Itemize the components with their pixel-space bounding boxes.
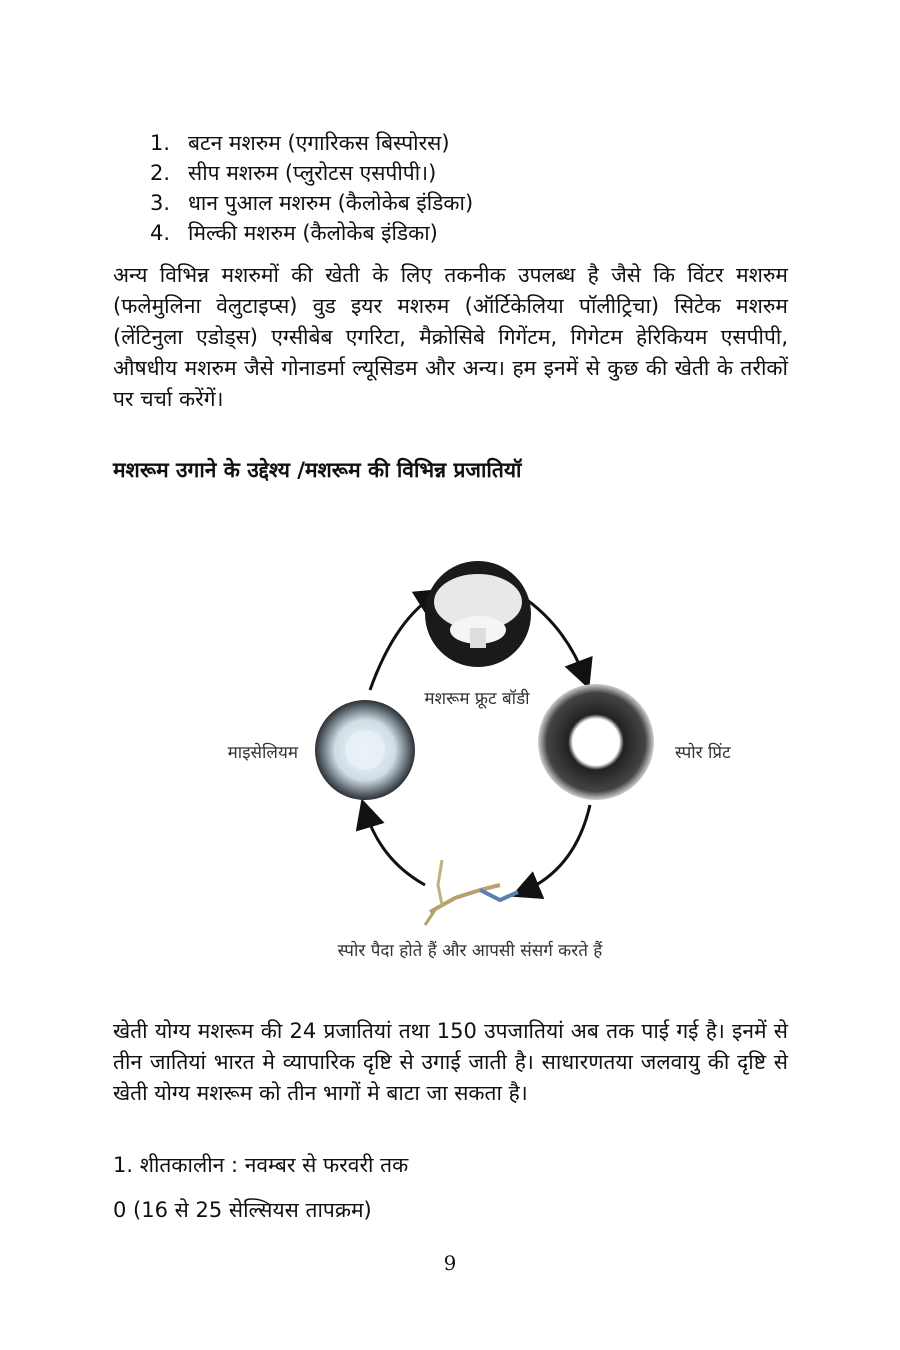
intro-paragraph: अन्य विभिन्न मशरुमों की खेती के लिए तकनीक उपलब्ध है जैसे कि विंटर मशरुम (फलेमुलिना वेलुटाइप्स) वुड इयर मशरुम (ऑर्टिकेलिया पॉलीट्रिचा) सिटेक मशरुम (लेंटिनुला एडोड्स) एग्सीबेब एगरिटा, मैक्रोसिबे गिगेंटम, गिगेटम हेरिकियम एसपीपी, औषधीय मशरुम जैसे गोनाडर्मा ल्यूसिडम और अन्य। हम इनमें से कुछ की खेती के तरीकों पर चर्चा करेंगें। [113, 263, 788, 411]
mushroom-life-cycle-diagram [180, 540, 740, 980]
temperature-line: 0 (16 से 25 सेल्सियस तापक्रम) [113, 1198, 372, 1222]
list-item [150, 188, 473, 218]
list-text: धान पुआल मशरुम (कैलोकेब इंडिका) [188, 191, 474, 215]
list-item [150, 218, 473, 248]
label-spore-print: स्पोर प्रिंट [675, 743, 731, 763]
cycle-arrow [522, 805, 590, 892]
list-number: 1. [150, 131, 171, 155]
page-number: 9 [443, 1251, 457, 1275]
list-item [150, 158, 473, 188]
season-line: 1. शीतकालीन : नवम्बर से फरवरी तक [113, 1153, 409, 1177]
label-fruit-body: मशरूम फ्रूट बॉडी [424, 689, 530, 709]
list-text: मिल्की मशरुम (कैलोकेब इंडिका) [188, 221, 438, 245]
list-number: 2. [150, 161, 171, 185]
spore-print-image [538, 684, 654, 800]
fruit-body-image [425, 561, 531, 667]
body-paragraph: खेती योग्य मशरूम की 24 प्रजातियां तथा 150 उपजातियां अब तक पाई गई है। इनमें से तीन जातियां भारत मे व्यापारिक दृष्टि से उगाई जाती है। साधारणतया जलवायु की दृष्टि से खेती योग्य मशरूम को तीन भागों मे बाटा जा सकता है। [113, 1019, 788, 1105]
label-spores: स्पोर पैदा होते हैं और आपसी संसर्ग करते हैं [337, 941, 603, 961]
mycelium-image [315, 700, 415, 800]
cycle-arrow [365, 810, 425, 885]
label-mycelium: माइसेलियम [227, 743, 298, 763]
list-text: सीप मशरुम (प्लुरोटस एसपीपी।) [188, 161, 437, 185]
section-heading: मशरूम उगाने के उद्देश्य /मशरूम की विभिन्न प्रजातियॉ [113, 458, 522, 482]
list-item [150, 128, 473, 158]
spores-image [425, 860, 518, 925]
list-number: 3. [150, 191, 171, 215]
list-text: बटन मशरुम (एगारिकस बिस्पोरस) [188, 131, 450, 155]
mushroom-type-list [150, 128, 473, 248]
list-number: 4. [150, 221, 171, 245]
